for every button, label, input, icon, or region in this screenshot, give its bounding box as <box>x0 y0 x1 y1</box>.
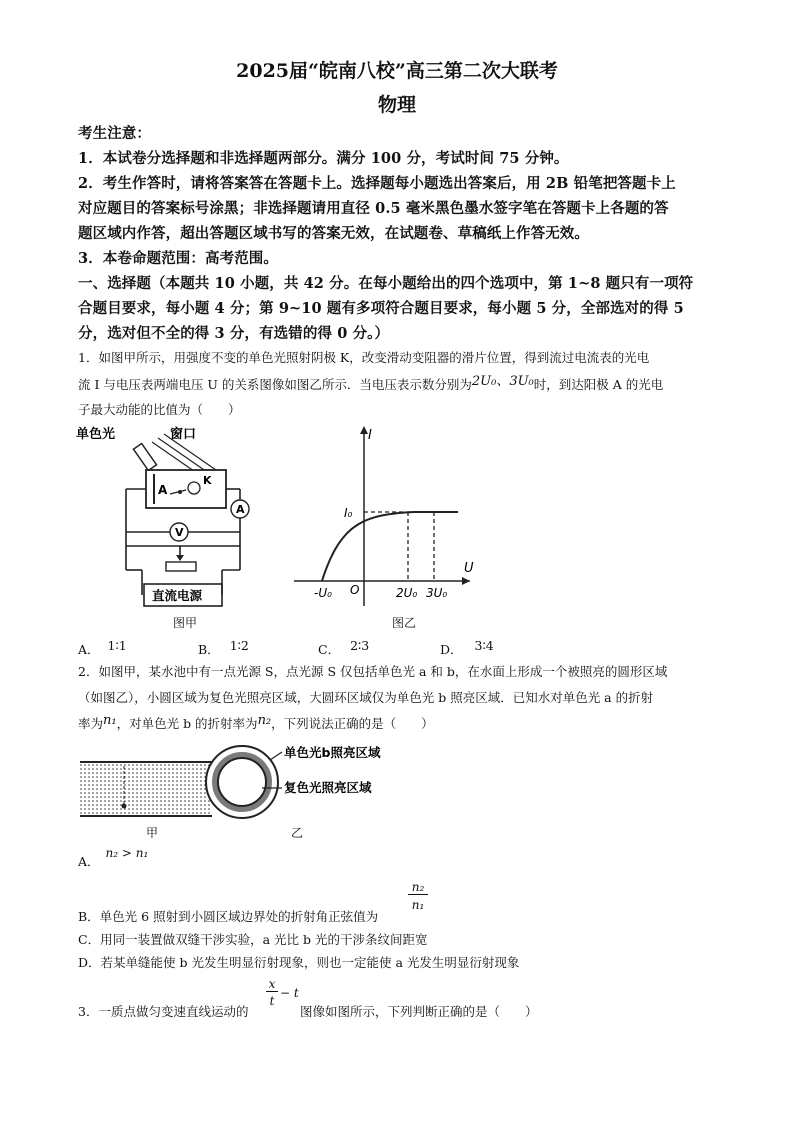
voltmeter-label: V <box>175 526 184 539</box>
inner-circle <box>218 758 266 806</box>
q3-frac-den: t <box>269 994 275 1008</box>
q3-line-a: 3．一质点做匀变速直线运动的 <box>78 1004 249 1019</box>
exam-subject: 物理 <box>377 94 416 116</box>
q1-line-1: 1．如图甲所示，用强度不变的单色光照射阴极 K，改变滑动变阻器的滑片位置，得到流过电流表的光电 <box>78 350 650 365</box>
q1-line-2-b: 时，到达阳极 A 的光电 <box>533 377 664 392</box>
q2-option-a[interactable]: A．n₂ > n₁ <box>78 846 149 869</box>
exam-title: 2025届“皖南八校”高三第二次大联考 <box>236 60 558 82</box>
q2-line-3: 率为n₁，对单色光 b 的折射率为n₂，下列说法正确的是（ ） <box>78 713 434 731</box>
q2-rings-figure <box>200 742 440 822</box>
fig-a-caption: 图甲 <box>173 616 198 630</box>
q2-fig-b-caption: 乙 <box>291 826 304 840</box>
cathode-label: K <box>203 474 212 487</box>
power-supply-label: 直流电源 <box>152 588 203 603</box>
q2-option-c[interactable]: C．用同一装置做双缝干涉实验，a 光比 b 光的干涉条纹间距宽 <box>78 932 428 947</box>
n2-symbol: n₂ <box>257 713 272 728</box>
cathode-icon <box>188 482 200 494</box>
q1-voltage-values: 2U₀、3U₀ <box>471 374 534 389</box>
q1-circuit-figure <box>74 420 274 610</box>
light-label: 单色光 <box>76 427 116 442</box>
q2-line-2: （如图乙），小圆区域为复色光照亮区域，大圆环区域仅为单色光 b 照亮区域．已知水对单色光 a 的折射 <box>78 690 654 705</box>
q2-option-b[interactable]: B．单色光 6 照射到小圆区域边界处的折射角正弦值为 <box>78 909 379 924</box>
x-axis-label: U <box>464 561 474 576</box>
q2-option-d[interactable]: D．若某单缝能使 b 光发生明显衍射现象，则也一定能使 a 光发生明显衍射现象 <box>78 955 520 970</box>
q1-iu-graph <box>288 420 478 610</box>
notice-item-2-line-1: 2．考生作答时，请将答案答在答题卡上。选择题每小题选出答案后，用 2B 铅笔把答题卡上 <box>78 175 676 192</box>
q1-option-b[interactable]: B． 1∶2 <box>198 638 249 657</box>
q2-line-1: 2．如图甲，某水池中有一点光源 S，点光源 S 仅包括单色光 a 和 b，在水面上形成一个被照亮的圆形区域 <box>78 664 668 679</box>
section-1-line-2: 合题目要求，每小题 4 分；第 9~10 题有多项符合题目要求，每小题 5 分，全部选对的得 5 <box>78 300 684 317</box>
q1-line-2 <box>78 374 663 393</box>
q2-option-b-frac-num: n₂ <box>408 880 428 895</box>
notice-heading: 考生注意： <box>78 125 151 142</box>
q3-frac-num: x <box>266 978 278 992</box>
ammeter-label: A <box>236 503 245 516</box>
q2-pool-figure <box>80 756 212 818</box>
q2-fig-a-caption: 甲 <box>146 826 159 840</box>
b-light-label: 单色光b照亮区域 <box>284 745 381 760</box>
rheostat-icon <box>166 562 196 571</box>
anode-label: A <box>158 483 168 497</box>
q3-frac-tail: − t <box>280 986 299 1000</box>
mixed-light-label: 复色光照亮区域 <box>284 780 372 795</box>
section-1-line-3: 分，选对但不全的得 3 分，有选错的得 0 分。） <box>78 325 390 342</box>
notice-item-2-line-2: 对应题目的答案标号涂黑；非选择题请用直径 0.5 毫米黑色墨水签字笔在答题卡上各题的答 <box>78 200 669 217</box>
q1-option-d[interactable]: D． 3∶4 <box>440 638 494 657</box>
water-region <box>80 762 212 816</box>
light-source-icon <box>122 804 127 809</box>
q1-option-c[interactable]: C． 2∶3 <box>318 638 370 657</box>
neg-u0-label: -U₀ <box>314 586 332 600</box>
i0-label: I₀ <box>344 506 353 520</box>
tick-2u0: 2U₀ <box>396 586 418 600</box>
window-icon <box>133 443 156 470</box>
notice-item-3: 3．本卷命题范围：高考范围。 <box>78 250 278 267</box>
notice-item-1: 1．本试卷分选择题和非选择题两部分。满分 100 分，考试时间 75 分钟。 <box>78 150 569 167</box>
tick-3u0: 3U₀ <box>426 586 448 600</box>
notice-item-2-line-3: 题区域内作答，超出答题区域书写的答案无效，在试题卷、草稿纸上作答无效。 <box>78 225 589 242</box>
q1-line-3: 子最大动能的比值为（ ） <box>78 402 241 417</box>
q2-option-a-math: n₂ > n₁ <box>105 846 149 860</box>
origin-label: O <box>350 583 360 597</box>
q1-option-a[interactable]: A． 1∶1 <box>78 638 127 657</box>
q3-line-b: 图像如图所示，下列判断正确的是（ ） <box>300 1004 538 1019</box>
n1-symbol: n₁ <box>103 713 117 728</box>
iu-curve <box>322 512 458 581</box>
window-label: 窗口 <box>170 427 197 442</box>
fig-b-caption: 图乙 <box>392 616 417 630</box>
q1-line-2-a: 流 I 与电压表两端电压 U 的关系图像如图乙所示．当电压表示数分别为 <box>78 377 472 392</box>
y-axis-label: I <box>368 428 372 443</box>
q2-option-b-frac-den: n₁ <box>411 898 425 912</box>
section-1-line-1: 一、选择题（本题共 10 小题，共 42 分。在每小题给出的四个选项中，第 1~8 题只有一项符 <box>78 275 694 292</box>
